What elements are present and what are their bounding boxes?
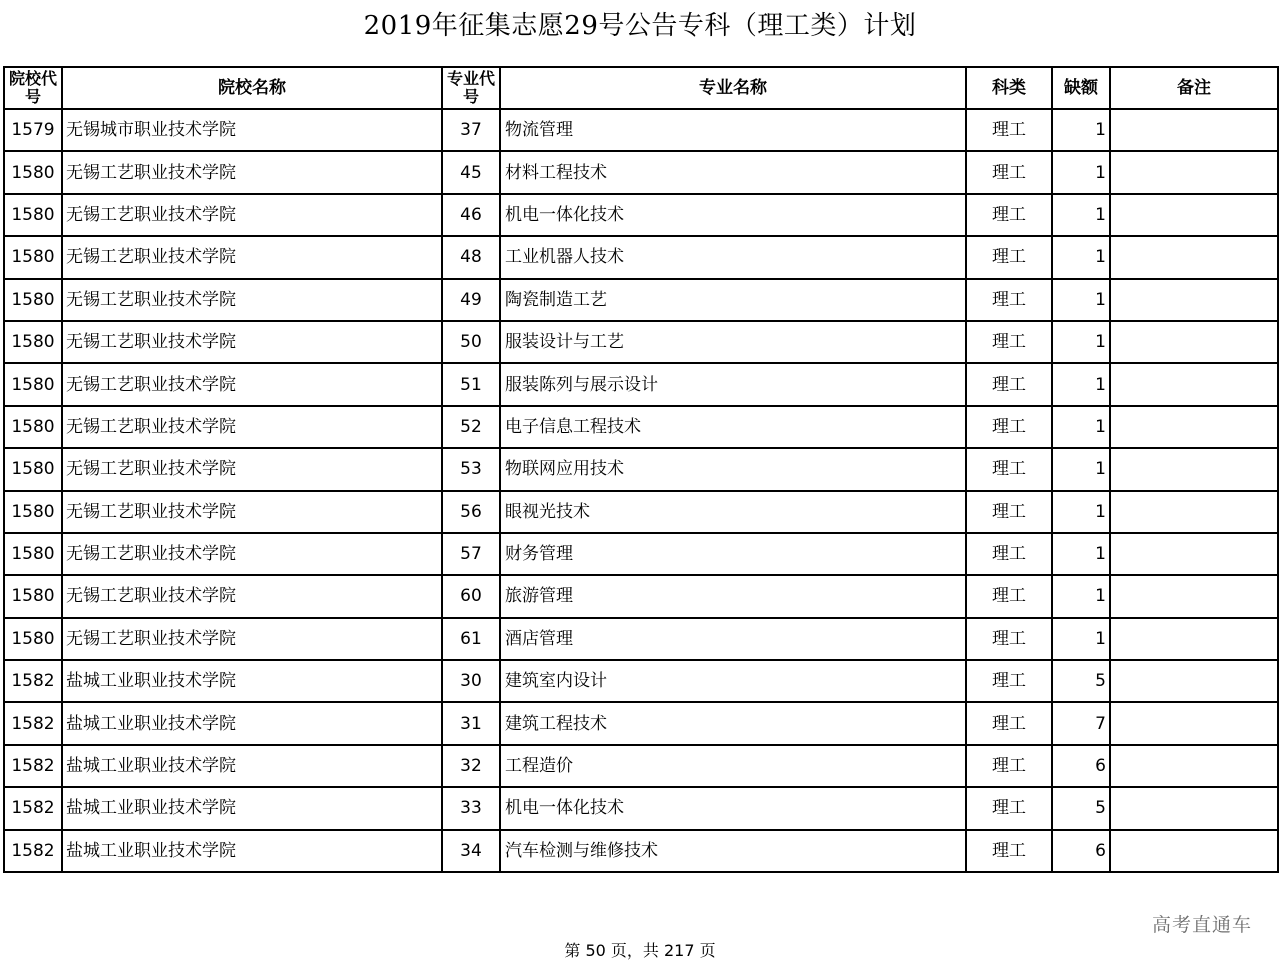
cell-category: 理工: [966, 618, 1052, 660]
table-row: [4, 660, 1278, 702]
cell-major-name: 材料工程技术: [500, 151, 966, 193]
cell-remark: [1110, 702, 1278, 744]
cell-remark: [1110, 745, 1278, 787]
cell-remark: [1110, 830, 1278, 872]
cell-major-code: 49: [442, 279, 500, 321]
cell-quota: 1: [1052, 618, 1110, 660]
table-header: [4, 67, 1278, 109]
cell-school-name: 无锡工艺职业技术学院: [62, 236, 442, 278]
cell-major-name: 工程造价: [500, 745, 966, 787]
cell-major-code: 61: [442, 618, 500, 660]
cell-quota: 1: [1052, 109, 1110, 151]
cell-remark: [1110, 491, 1278, 533]
cell-remark: [1110, 194, 1278, 236]
cell-school-name: 无锡工艺职业技术学院: [62, 448, 442, 490]
cell-school-name: 无锡工艺职业技术学院: [62, 575, 442, 617]
cell-major-name: 陶瓷制造工艺: [500, 279, 966, 321]
cell-school-name: 无锡工艺职业技术学院: [62, 194, 442, 236]
cell-school-code: 1580: [4, 575, 62, 617]
cell-category: 理工: [966, 363, 1052, 405]
cell-school-code: 1582: [4, 745, 62, 787]
cell-category: 理工: [966, 279, 1052, 321]
cell-major-name: 财务管理: [500, 533, 966, 575]
header-quota: 缺额: [1052, 67, 1110, 109]
cell-category: 理工: [966, 194, 1052, 236]
cell-school-name: 无锡工艺职业技术学院: [62, 151, 442, 193]
cell-category: 理工: [966, 830, 1052, 872]
cell-school-name: 无锡城市职业技术学院: [62, 109, 442, 151]
cell-major-name: 机电一体化技术: [500, 194, 966, 236]
cell-remark: [1110, 321, 1278, 363]
cell-quota: 6: [1052, 745, 1110, 787]
cell-school-name: 盐城工业职业技术学院: [62, 702, 442, 744]
cell-category: 理工: [966, 406, 1052, 448]
header-row: [4, 67, 1278, 109]
cell-school-name: 盐城工业职业技术学院: [62, 745, 442, 787]
cell-school-name: 无锡工艺职业技术学院: [62, 321, 442, 363]
cell-school-code: 1580: [4, 491, 62, 533]
cell-quota: 1: [1052, 448, 1110, 490]
table-row: [4, 533, 1278, 575]
header-remark: 备注: [1110, 67, 1278, 109]
cell-major-code: 33: [442, 787, 500, 829]
cell-school-name: 无锡工艺职业技术学院: [62, 406, 442, 448]
cell-category: 理工: [966, 533, 1052, 575]
cell-category: 理工: [966, 321, 1052, 363]
cell-school-name: 盐城工业职业技术学院: [62, 830, 442, 872]
table-row: [4, 787, 1278, 829]
cell-major-code: 45: [442, 151, 500, 193]
cell-school-name: 盐城工业职业技术学院: [62, 660, 442, 702]
cell-school-code: 1580: [4, 321, 62, 363]
table-row: [4, 363, 1278, 405]
table-row: [4, 491, 1278, 533]
cell-major-code: 46: [442, 194, 500, 236]
cell-school-code: 1580: [4, 406, 62, 448]
cell-major-code: 60: [442, 575, 500, 617]
table-row: [4, 448, 1278, 490]
cell-school-code: 1582: [4, 702, 62, 744]
cell-category: 理工: [966, 745, 1052, 787]
cell-remark: [1110, 448, 1278, 490]
cell-quota: 7: [1052, 702, 1110, 744]
cell-school-code: 1580: [4, 363, 62, 405]
header-school-code: 院校代号: [4, 67, 62, 109]
plan-table: [3, 66, 1279, 873]
page-title: 2019年征集志愿29号公告专科（理工类）计划: [363, 11, 917, 41]
cell-remark: [1110, 151, 1278, 193]
header-major-code: 专业代号: [442, 67, 500, 109]
cell-remark: [1110, 236, 1278, 278]
cell-major-name: 建筑室内设计: [500, 660, 966, 702]
header-category: 科类: [966, 67, 1052, 109]
table-row: [4, 194, 1278, 236]
table-row: [4, 151, 1278, 193]
cell-school-code: 1580: [4, 533, 62, 575]
cell-major-code: 37: [442, 109, 500, 151]
cell-category: 理工: [966, 448, 1052, 490]
cell-major-name: 电子信息工程技术: [500, 406, 966, 448]
cell-remark: [1110, 660, 1278, 702]
cell-quota: 1: [1052, 321, 1110, 363]
page-footer: 第 50 页，共 217 页: [564, 941, 716, 960]
cell-major-name: 物流管理: [500, 109, 966, 151]
cell-major-name: 服装设计与工艺: [500, 321, 966, 363]
cell-major-name: 汽车检测与维修技术: [500, 830, 966, 872]
cell-major-code: 30: [442, 660, 500, 702]
cell-quota: 1: [1052, 575, 1110, 617]
table-row: [4, 406, 1278, 448]
cell-quota: 1: [1052, 363, 1110, 405]
cell-major-code: 32: [442, 745, 500, 787]
table-row: [4, 321, 1278, 363]
cell-major-code: 48: [442, 236, 500, 278]
cell-quota: 1: [1052, 236, 1110, 278]
cell-school-name: 无锡工艺职业技术学院: [62, 618, 442, 660]
cell-major-code: 34: [442, 830, 500, 872]
cell-major-code: 50: [442, 321, 500, 363]
cell-quota: 1: [1052, 491, 1110, 533]
cell-quota: 1: [1052, 406, 1110, 448]
cell-remark: [1110, 363, 1278, 405]
table-row: [4, 109, 1278, 151]
cell-school-code: 1580: [4, 448, 62, 490]
cell-category: 理工: [966, 575, 1052, 617]
table-row: [4, 830, 1278, 872]
cell-school-name: 无锡工艺职业技术学院: [62, 279, 442, 321]
cell-school-code: 1582: [4, 787, 62, 829]
cell-quota: 1: [1052, 279, 1110, 321]
cell-school-name: 盐城工业职业技术学院: [62, 787, 442, 829]
cell-school-code: 1580: [4, 151, 62, 193]
cell-remark: [1110, 787, 1278, 829]
cell-school-name: 无锡工艺职业技术学院: [62, 533, 442, 575]
cell-school-name: 无锡工艺职业技术学院: [62, 363, 442, 405]
cell-major-code: 31: [442, 702, 500, 744]
cell-school-code: 1580: [4, 279, 62, 321]
cell-major-name: 工业机器人技术: [500, 236, 966, 278]
cell-quota: 5: [1052, 787, 1110, 829]
watermark-text: 高考直通车: [1151, 914, 1252, 936]
table-body: [4, 109, 1278, 872]
cell-remark: [1110, 533, 1278, 575]
cell-remark: [1110, 406, 1278, 448]
cell-school-code: 1580: [4, 236, 62, 278]
cell-quota: 1: [1052, 533, 1110, 575]
cell-quota: 1: [1052, 194, 1110, 236]
cell-school-code: 1580: [4, 194, 62, 236]
cell-major-name: 建筑工程技术: [500, 702, 966, 744]
table-row: [4, 745, 1278, 787]
cell-major-name: 机电一体化技术: [500, 787, 966, 829]
cell-school-code: 1579: [4, 109, 62, 151]
cell-major-name: 旅游管理: [500, 575, 966, 617]
cell-major-name: 酒店管理: [500, 618, 966, 660]
cell-category: 理工: [966, 491, 1052, 533]
cell-major-code: 53: [442, 448, 500, 490]
cell-major-code: 51: [442, 363, 500, 405]
table-row: [4, 279, 1278, 321]
cell-category: 理工: [966, 236, 1052, 278]
cell-quota: 6: [1052, 830, 1110, 872]
cell-major-code: 56: [442, 491, 500, 533]
cell-remark: [1110, 109, 1278, 151]
cell-major-name: 服装陈列与展示设计: [500, 363, 966, 405]
cell-category: 理工: [966, 702, 1052, 744]
cell-quota: 5: [1052, 660, 1110, 702]
table-row: [4, 618, 1278, 660]
cell-school-name: 无锡工艺职业技术学院: [62, 491, 442, 533]
cell-major-name: 物联网应用技术: [500, 448, 966, 490]
cell-category: 理工: [966, 787, 1052, 829]
cell-remark: [1110, 575, 1278, 617]
cell-category: 理工: [966, 109, 1052, 151]
cell-school-code: 1582: [4, 660, 62, 702]
cell-category: 理工: [966, 660, 1052, 702]
cell-major-code: 57: [442, 533, 500, 575]
cell-remark: [1110, 279, 1278, 321]
header-school-name: 院校名称: [62, 67, 442, 109]
header-major-name: 专业名称: [500, 67, 966, 109]
cell-major-code: 52: [442, 406, 500, 448]
table-row: [4, 575, 1278, 617]
cell-remark: [1110, 618, 1278, 660]
cell-category: 理工: [966, 151, 1052, 193]
cell-school-code: 1582: [4, 830, 62, 872]
table-row: [4, 702, 1278, 744]
cell-quota: 1: [1052, 151, 1110, 193]
cell-major-name: 眼视光技术: [500, 491, 966, 533]
cell-school-code: 1580: [4, 618, 62, 660]
table-row: [4, 236, 1278, 278]
